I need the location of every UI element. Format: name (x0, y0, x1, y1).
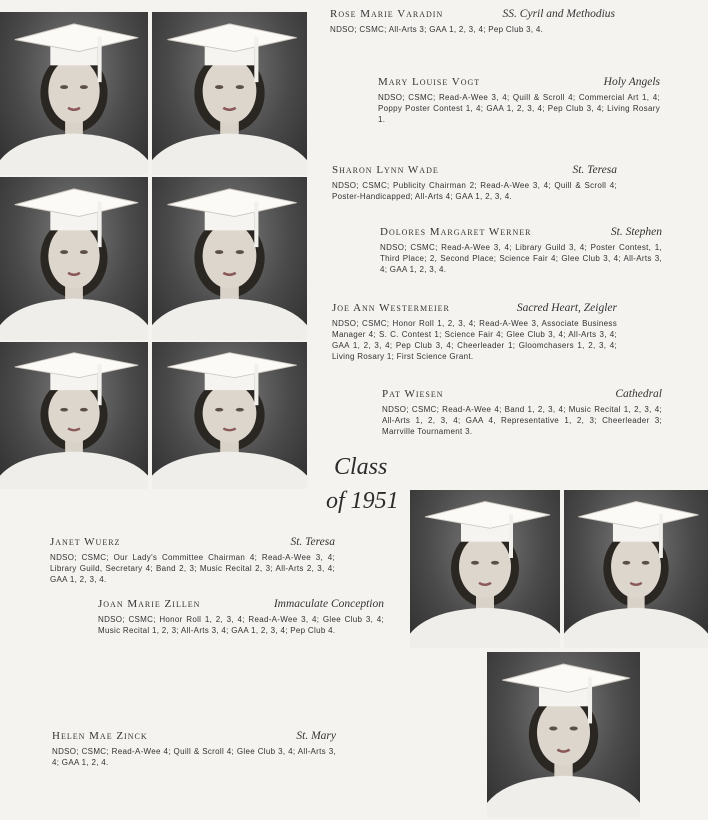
portrait-photo (487, 652, 640, 818)
student-name: Pat Wiesen (382, 388, 444, 400)
student-name: Janet Wuerz (50, 536, 121, 548)
student-name: Joan Marie Zillen (98, 598, 201, 610)
student-activities: NDSO; CSMC; Read-A-Wee 4; Band 1, 2, 3, 4; Music Recital 1, 2, 3, 4; All-Arts 1, 2, 3, 4; GAA 4, Representative 1, 2, 3; Cheerleader 3; Marrville Tournament 3. (382, 405, 662, 436)
student-entry-vogt (378, 76, 660, 125)
student-entry-werner (380, 226, 662, 275)
student-activities: NDSO; CSMC; Publicity Chairman 2; Read-A-Wee 3, 4; Quill & Scroll 4; Poster-Handicapped; All-Arts 4; GAA 1, 2, 3, 4. (332, 181, 617, 201)
student-parish: Cathedral (615, 388, 662, 400)
class-heading-line2: of 1951 (326, 488, 399, 514)
student-activities: NDSO; CSMC; Read-A-Wee 3, 4; Library Guild 3, 4; Poster Contest, 1, Third Place; 2, Second Place; Science Fair 4; Glee Club 3, 4; All-Arts 3, 4; GAA 1, 2, 3, 4. (380, 243, 662, 274)
student-parish: St. Mary (296, 730, 336, 742)
portrait-photo (0, 12, 148, 175)
student-activities: NDSO; CSMC; Read-A-Wee 4; Quill & Scroll 4; Glee Club 3, 4; All-Arts 3, 4; GAA 1, 2, 4. (52, 747, 336, 767)
student-parish: Sacred Heart, Zeigler (516, 302, 617, 314)
student-parish: SS. Cyril and Methodius (502, 8, 615, 20)
student-entry-wade (332, 164, 617, 202)
student-name: Sharon Lynn Wade (332, 164, 439, 176)
student-entry-wuerz (50, 536, 335, 585)
portrait-photo (0, 342, 148, 489)
portrait-photo (152, 342, 307, 489)
student-activities: NDSO; CSMC; Read-A-Wee 3, 4; Quill & Scroll 4; Commercial Art 1, 4; Poppy Poster Contest 1, 4; GAA 1, 2, 3, 4; Pep Club 3, 4; Living Rosary 1. (378, 93, 660, 124)
student-entry-westermeier (332, 302, 617, 362)
portrait-photo (564, 490, 708, 648)
student-name: Rose Marie Varadin (330, 8, 444, 20)
student-entry-zillen (98, 598, 384, 636)
portrait-photo (152, 12, 307, 175)
student-parish: St. Stephen (610, 226, 662, 238)
student-entry-varadin (330, 8, 615, 35)
student-activities: NDSO; CSMC; Our Lady's Committee Chairman 4; Read-A-Wee 3, 4; Library Guild, Secretary 4; Band 2, 3; Music Recital 2, 3; All-Arts 2, 3, 4; GAA 1, 2, 3, 4. (50, 553, 335, 584)
portrait-photo (0, 177, 148, 340)
student-activities: NDSO; CSMC; Honor Roll 1, 2, 3, 4; Read-A-Wee 3, Associate Business Manager 4; S. C. Contest 1; Science Fair 4; Glee Club 3, 4; All-Arts 3, 4; GAA 1, 2, 3, 4; Pep Club 3, 4; Cheerleader 1; Gloomchasers 1, 2, 3, 4; Living Rosary 1; First Science Grant. (332, 319, 617, 361)
student-activities: NDSO; CSMC; All-Arts 3; GAA 1, 2, 3, 4; Pep Club 3, 4. (330, 25, 544, 34)
student-activities: NDSO; CSMC; Honor Roll 1, 2, 3, 4; Read-A-Wee 3, 4; Glee Club 3, 4; Music Recital 1, 2, 3; All-Arts 3, 4; GAA 1, 2, 3, 4; Pep Club 4. (98, 615, 384, 635)
student-parish: Immaculate Conception (273, 598, 384, 610)
student-entry-wiesen (382, 388, 662, 437)
student-parish: St. Teresa (572, 164, 617, 176)
student-entry-zinck (52, 730, 336, 768)
student-parish: St. Teresa (290, 536, 335, 548)
portrait-photo (152, 177, 307, 340)
student-parish: Holy Angels (603, 76, 660, 88)
student-name: Dolores Margaret Werner (380, 226, 532, 238)
portrait-photo (410, 490, 560, 648)
student-name: Helen Mae Zinck (52, 730, 148, 742)
student-name: Mary Louise Vogt (378, 76, 481, 88)
student-name: Joe Ann Westermeier (332, 302, 450, 314)
class-heading-line1: Class (334, 454, 388, 480)
